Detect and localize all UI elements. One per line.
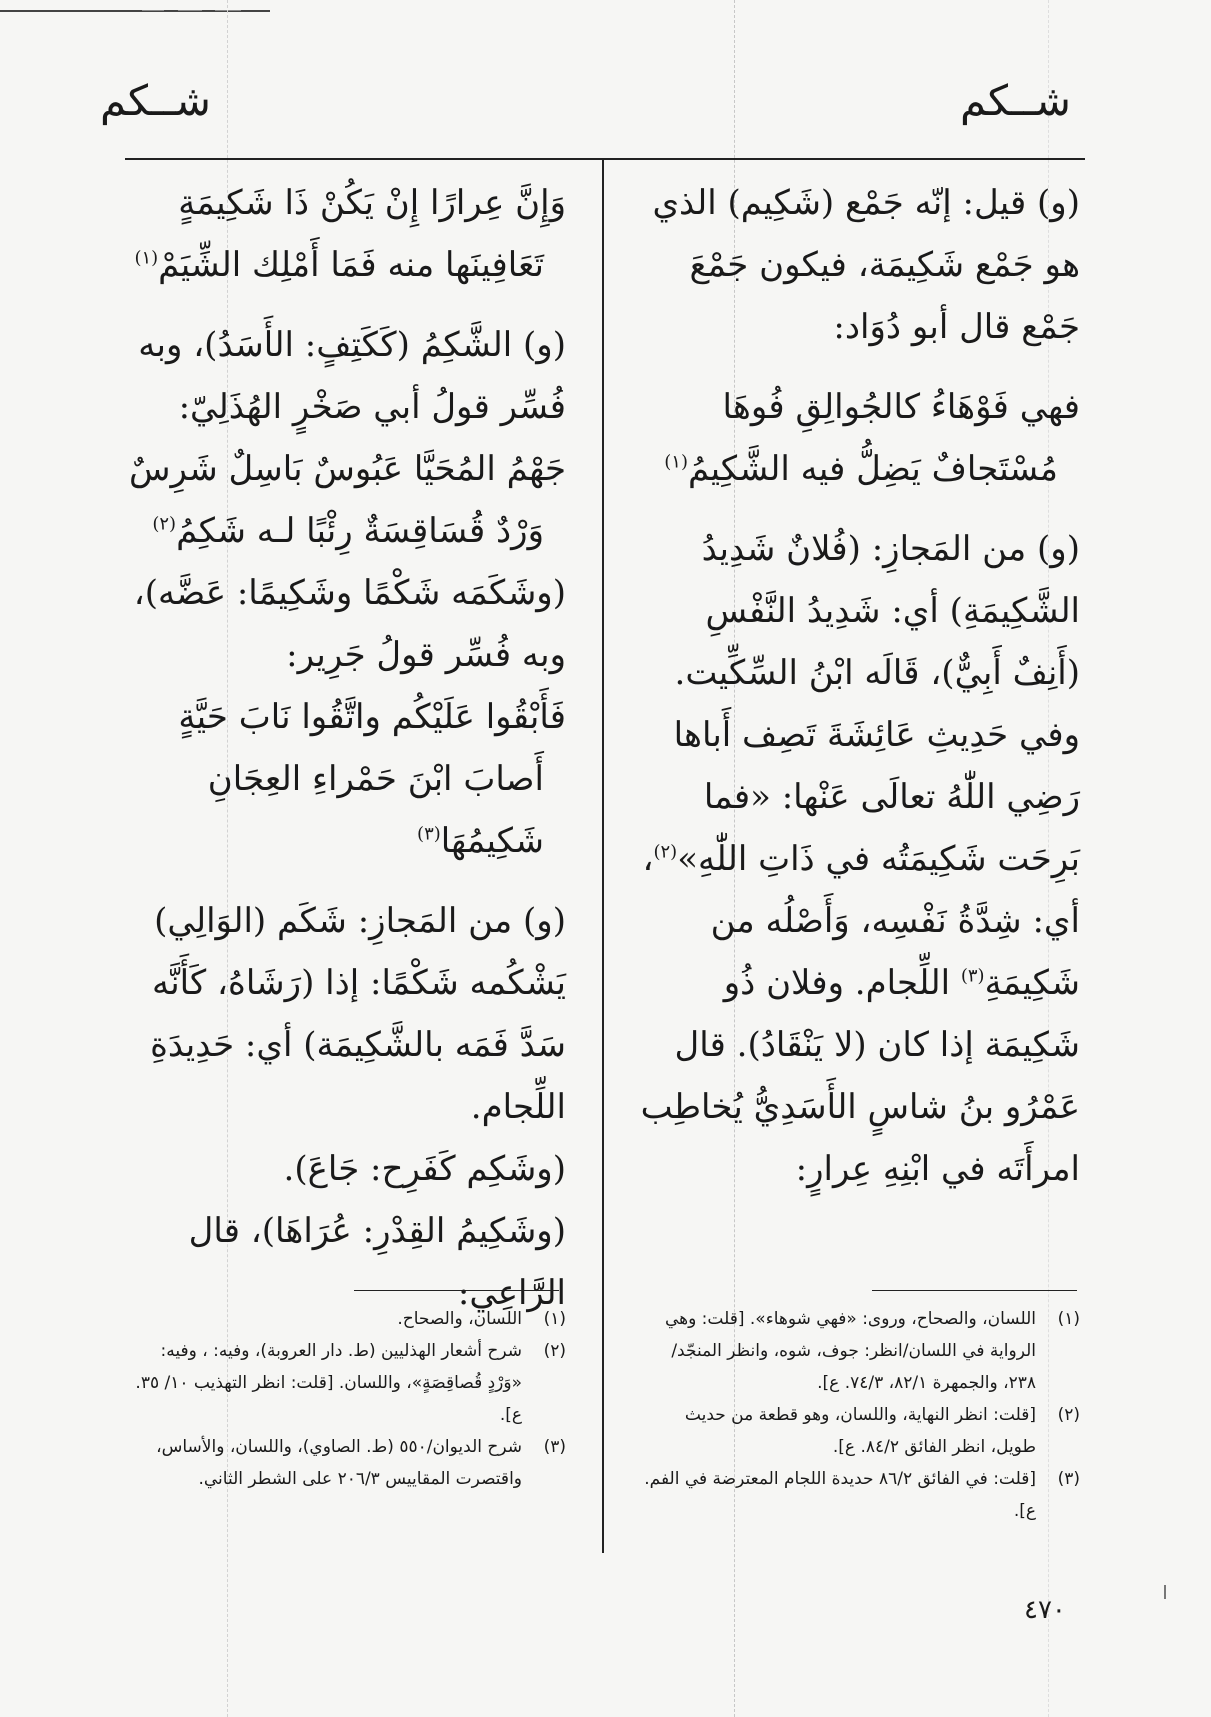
verse-hemistich: [126, 500, 566, 562]
footnotes-left: [126, 1303, 566, 1495]
footnote: [126, 1303, 566, 1335]
footnotes-right: [640, 1303, 1080, 1527]
footnote: [640, 1463, 1080, 1527]
footnote-marker: (٣): [417, 823, 441, 845]
footnote-number: (٢): [543, 1341, 566, 1361]
verse: [126, 438, 566, 562]
verse-text: وَرْدٌ قُسَاقِسَةٌ رِئْبًا لـه شَكِمُ: [176, 511, 544, 551]
footnote-marker: (١): [664, 451, 688, 473]
verse: [126, 172, 566, 296]
entry-paragraph: [640, 518, 1080, 1200]
verse: [126, 686, 566, 872]
verse-hemistich: فَأَبْقُوا عَلَيْكُم واتَّقُوا نَابَ حَيَّةٍ: [178, 697, 566, 737]
verse-hemistich: [126, 234, 566, 296]
scan-speck: [1164, 1585, 1166, 1599]
footnote-text: اللسان، والصحاح، وروى: «فهي شوهاء». [قلت: وهي الرواية في اللسان/انظر: جوف، شوه، وانظر المنجّد/٢٣٨، والجمهرة ٨٢/١، ٧٤/٣. ع].: [664, 1309, 1036, 1393]
entry-paragraph: (و) من المَجازِ: شَكَم (الوَالِي) يَشْكُمه شَكْمًا: إذا (رَشَاهُ، كَأَنَّه سَدَّ فَمَه بالشَّكِيمَة) أي: حَدِيدَةِ اللِّجام.: [150, 901, 566, 1127]
footnote-rule: [354, 1290, 559, 1291]
footnote: [640, 1303, 1080, 1399]
footnote-marker: (٢): [653, 841, 678, 863]
column-divider: [602, 158, 604, 1553]
footnote-text: [قلت: انظر النهاية، واللسان، وهو قطعة من حديث طويل، انظر الفائق ٨٤/٢. ع].: [684, 1405, 1036, 1457]
footnote: [126, 1431, 566, 1495]
footnote-rule: [872, 1290, 1077, 1291]
entry-paragraph: (و) الشَّكِمُ (كَكَتِفٍ: الأَسَدُ)، وبه فُسِّر قولُ أبي صَخْرٍ الهُذَلِيّ:: [138, 325, 566, 427]
verse-hemistich: جَهْمُ المُحَيَّا عَبُوسٌ بَاسِلٌ شَرِسٌ: [128, 449, 566, 489]
right-column: [640, 172, 1080, 1200]
footnote-number: (٣): [543, 1437, 566, 1457]
footnote-number: (٢): [1057, 1405, 1080, 1425]
footnote: [640, 1399, 1080, 1463]
paragraph-text: اللِّجام. وفلان ذُو شَكِيمَة إذا كان (لا يَنْقَادُ). قال عَمْرُو بنُ شاسٍ الأَسَدِيُّ يُخاطِب امرأَتَه في ابْنِهِ عِرارٍ:: [640, 963, 1080, 1189]
scan-artifact-dash: [178, 10, 202, 11]
verse-text: تَعَافِينَها منه فَمَا أَمْلِك الشِّيَمْ: [158, 245, 544, 285]
footnote-text: شرح الديوان/٥٥٠ (ط. الصاوي)، واللسان، والأساس، واقتصرت المقاييس ٢٠٦/٣ على الشطر الثاني.: [156, 1437, 522, 1489]
footnote-text: اللسان، والصحاح.: [397, 1309, 522, 1329]
verse: [640, 376, 1080, 500]
verse-hemistich: فهي فَوْهَاءُ كالجُوالِقِ فُوهَا: [722, 387, 1080, 427]
verse-text: مُسْتَجافٌ يَضِلُّ فيه الشَّكِيمُ: [687, 449, 1058, 489]
verse-text: أَصابَ ابْنَ حَمْراءِ العِجَانِ شَكِيمُهَا: [207, 759, 544, 861]
footnote-number: (١): [543, 1309, 566, 1329]
header-rule: [125, 158, 1085, 160]
entry-paragraph: (وشَكِيمُ القِدْرِ: عُرَاهَا)، قال الرَّاعِي:: [188, 1211, 566, 1313]
page-number: ٤٧٠: [1024, 1595, 1066, 1625]
footnote: [126, 1335, 566, 1431]
footnote-text: شرح أشعار الهذليين (ط. دار العروبة)، وفيه: ، وفيه: «وَرْدٍ قُصاقِصَةٍ»، واللسان. [قلت: انظر التهذيب ١٠/ ٣٥. ع].: [135, 1341, 522, 1425]
paragraph-text: (و) من المَجازِ: (فُلانٌ شَدِيدُ الشَّكِيمَةِ) أي: شَدِيدُ النَّفْسِ (أَنِفٌ أَبِيٌّ)، قَالَه ابْنُ السِّكِّيت. وفي حَدِيثِ عَائِشَةَ تَصِف أَباها رَضِي اللّٰهُ تعالَى عَنْها: «فما بَرِحَت شَكِيمَتُه في ذَاتِ اللّٰهِ»: [673, 529, 1080, 879]
footnote-number: (٣): [1057, 1469, 1080, 1489]
entry-paragraph: (وشَكِم كَفَرِح: جَاعَ).: [283, 1149, 566, 1189]
running-head-left: شــكم: [100, 76, 211, 125]
verse-hemistich: [126, 748, 566, 872]
verse-hemistich: وَإِنَّ عِرارًا إِنْ يَكُنْ ذَا شَكِيمَةٍ: [178, 183, 566, 223]
entry-paragraph: (و) قيل: إنّه جَمْع (شَكِيم) الذي هو جَمْع شَكِيمَة، فيكون جَمْعَ جَمْع قال أبو دُوَاد:: [652, 183, 1080, 347]
running-head-right: شــكم: [960, 76, 1071, 125]
footnote-number: (١): [1057, 1309, 1080, 1329]
scan-artifact-dash: [142, 10, 164, 11]
footnote-marker: (١): [134, 247, 159, 269]
verse-hemistich: [640, 438, 1080, 500]
footnote-text: [قلت: في الفائق ٨٦/٢ حديدة اللجام المعترضة في الفم. ع].: [644, 1469, 1036, 1521]
footnote-marker: (٣): [960, 965, 985, 987]
left-column: [126, 172, 566, 1324]
footnote-marker: (٢): [152, 513, 177, 535]
scan-artifact-dash: [215, 10, 241, 11]
paragraph-text: ، أي: شِدَّةُ نَفْسِه، وَأَصْلُه من شَكِيمَةِ: [642, 839, 1080, 1003]
entry-paragraph: (وشَكَمَه شَكْمًا وشَكِيمًا: عَضَّه)، وبه فُسِّر قولُ جَرِير:: [133, 573, 566, 675]
